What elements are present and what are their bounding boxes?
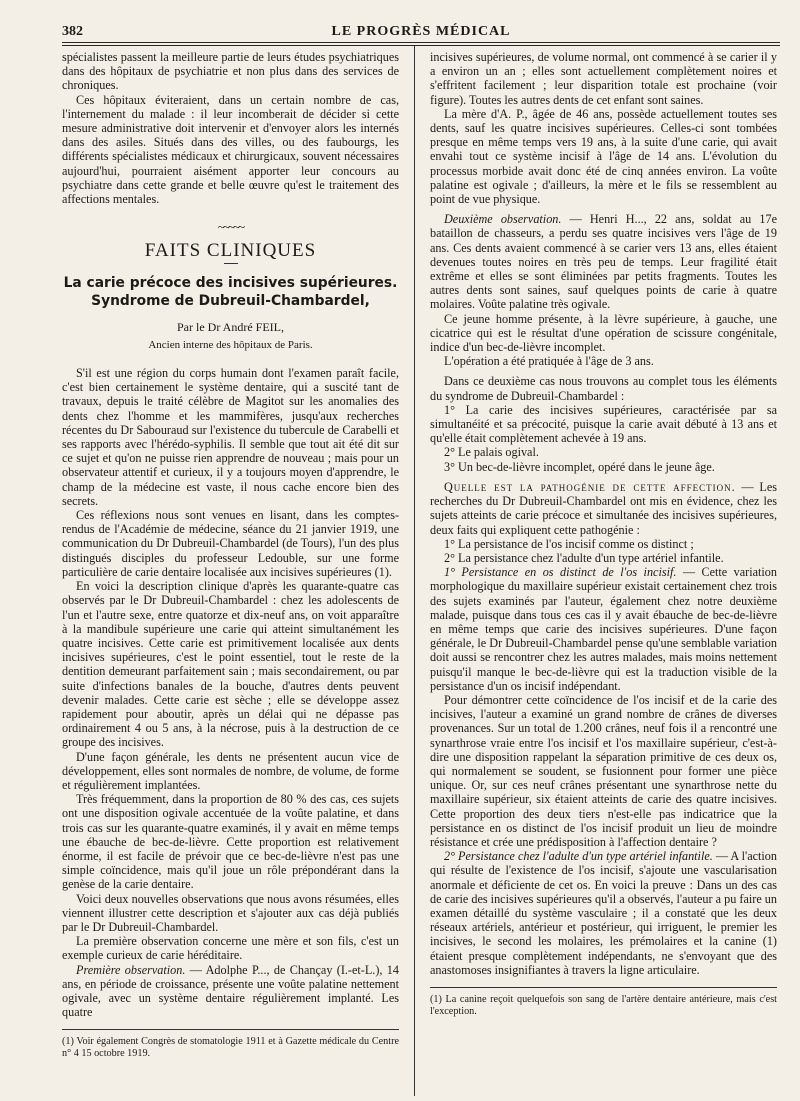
- pathogenesis-text: — Les recherches du Dr Dubreuil-Chambardel ont mis en évidence, chez les sujets atteints de carie précoce et simultanée des incisives supérieures, deux faits qui expliquent cette pathogénie :: [430, 479, 777, 537]
- page-header: [62, 24, 780, 42]
- article-title-line-1: La carie précoce des incisives supérieures.: [63, 274, 398, 291]
- persistence-2-text: — A l'action qui résulte de l'existence de l'os incisif, s'ajoute une vascularisation anormale et déficiente de cet os. En voici la preuve : Dans un des cas de carie des incisives supérieures qu'il a observés, l'auteur a pu faire un examen détaillé du système vasculaire ; il a constaté que les deux réseaux artériels, antérieur et postérieur, qui irriguent, le premier les incisives, le second les molaires, les prémolaires et la canine (1) étaient presque complètement indépendants, ne s'envoyant que des anastomoses insignifiantes à travers la ligne articulaire.: [430, 849, 777, 977]
- author-affiliation: Ancien interne des hôpitaux de Paris.: [148, 338, 313, 351]
- first-observation-text: — Adolphe P..., de Chançay (I.-et-L.), 14 ans, en période de croissance, présente une voûte palatine nettement ogivale, avec un système dentaire régulièrement implanté. Les quatre: [62, 962, 399, 1020]
- second-observation-text: — Henri H..., 22 ans, soldat au 17e bataillon de chasseurs, a perdu ses quatre incisives vers l'âge de 19 ans. Ces dents avaient commencé à se carier vers 13 ans, elles étaient devenues toutes noires en très peu de temps. Leur fragilité était extrême et elles se sont éliminées par petits fragments. Toutes les autres dents sont saines, sauf quelques points de carie à quatre molaires. Voûte palatine très ogivale.: [430, 212, 777, 312]
- article-paragraph-6: Voici deux nouvelles observations que nous avons résumées, elles viennent illustrer cette description et s'ajouter aux cas déjà publiés par le Dr Dubreuil-Chambardel.: [62, 891, 399, 934]
- summary-item-3: 3° Un bec-de-lièvre incomplet, opéré dans le jeune âge.: [444, 459, 715, 474]
- article-title: [62, 274, 399, 310]
- intro-paragraph-2: Ces hôpitaux éviteraient, dans un certain nombre de cas, l'internement du malade : il leur incomberait de décider si cette mesure administrative doit intervenir et d'envoyer alors les internés dans des asiles. Situés dans des villes, ou des faubourgs, les différents spécialistes médicaux et chirurgicaux, souvent nécessaires aujourd'hui, pourraient aisément apporter leur concours au psychiatre dans cette grande et belle œuvre qu'est le traitement des affections mentales.: [62, 92, 399, 207]
- first-observation-continued: incisives supérieures, de volume normal, ont commencé à se carier il y a environ un an ; elles sont actuellement complètement noires et s'effritent facilement ; leur disparition totale est prochaine (voir figure). Toutes les autres dents de cet enfant sont saines.: [430, 50, 777, 107]
- intro-paragraph-1: spécialistes passent la meilleure partie de leurs études psychiatriques dans des hôpitaux de psychiatrie et non plus dans des services de chroniques.: [62, 50, 399, 93]
- fact-2: 2° La persistance chez l'adulte d'un type artériel infantile.: [444, 550, 724, 565]
- persistence-1-paragraph-2: Pour démontrer cette coïncidence de l'os incisif et de la carie des incisives, l'auteur a examiné un grand nombre de crânes de diverses provenances. Sur un total de 1.200 crânes, neuf fois il a rencontré une synarthrose vraie entre l'os incisif et l'os maxillaire supérieur, c'est-à-dire une disposition rappelant la séparation primitive de ces deux os, qui normalement se soudent, se fusionnent pour former une pièce unique. Or, sur ces neuf crânes présentant une synarthrose nette du maxillaire supérieur, six étaient atteints de carie des quatre incisives. Cette proportion des deux tiers n'est-elle pas indicatrice que la persistance en os distinct de l'os incisif produit un lieu de moindre résistance et crée une prédisposition à l'affection dentaire ?: [430, 692, 777, 849]
- article-paragraph-7: La première observation concerne une mère et son fils, c'est un exemple curieux de carie héréditaire.: [62, 934, 399, 963]
- header-rule: [62, 42, 780, 46]
- page-number: 382: [62, 24, 83, 39]
- ornament-divider: ~~~~~: [217, 219, 244, 235]
- footnote-rule: [62, 1029, 399, 1030]
- article-paragraph-3: En voici la description clinique d'après les quarante-quatre cas observés par le Dr Dubreuil-Chambardel : chez les adolescents de l'un et l'autre sexe, entre quatorze et dix-neuf ans, on voit apparaître à la mandibule supérieure une carie qui atteint simultanément les quatre incisives. Cette carie est primitivement localisée aux dents incisives supérieures, c'est le point essentiel, tout le reste de la dentition demeurant parfaitement sain ; mais secondairement, ou par suite d'infections banales de la bouche, d'autres dents peuvent devenir malades. Cette carie est sèche ; elle se développe assez rapidement pour aboutir, après un délai qui ne dépasse pas ordinairement 4 ou 5 ans, à la nécrose, puis à la destruction de ce groupe des incisives.: [62, 579, 399, 750]
- article-paragraph-4: D'une façon générale, les dents ne présentent aucun vice de développement, elles sont normales de nombre, de volume, de forme et régulièrement implantées.: [62, 749, 399, 792]
- second-observation-label: Deuxième observation.: [444, 212, 562, 227]
- persistence-2-label: 2° Persistance chez l'adulte d'un type artériel infantile.: [444, 849, 713, 864]
- section-title: FAITS CLINIQUES: [144, 240, 317, 262]
- summary-item-2: 2° Le palais ogival.: [444, 445, 539, 460]
- footnote-rule: [430, 987, 777, 988]
- article-paragraph-2: Ces réflexions nous sont venues en lisant, dans les comptes-rendus de l'Académie de médecine, séance du 21 janvier 1919, une communication du Dr Dubreuil-Chambardel (de Tours), l'un des plus distingués disciples du professeur Ledouble, sur une forme particulière de carie dentaire localisée aux incisives supérieures (1).: [62, 508, 399, 579]
- first-observation-label: Première observation.: [76, 962, 186, 977]
- column-divider: [414, 46, 415, 1096]
- second-observation-paragraph-3: L'opération a été pratiquée à l'âge de 3 ans.: [444, 354, 654, 369]
- first-observation-mother: La mère d'A. P., âgée de 46 ans, possède actuellement toutes ses dents, sauf les quatre incisives supérieures. Celles-ci sont tombées presque en même temps vers 19 ans, à la suite d'une carie, qui avait envahi tout ce système incisif à l'âge de 14 ans. L'évolution du processus morbide avait donc été de cinq années environ. La voûte palatine est ogivale ; d'ailleurs, la mère et le fils se ressemblent au point de vue physique.: [430, 106, 777, 207]
- persistence-2: [430, 849, 777, 977]
- left-footnote: (1) Voir également Congrès de stomatologie 1911 et à Gazette médicale du Centre n° 4 15 octobre 1919.: [62, 1036, 399, 1060]
- pathogenesis-heading: Quelle est la pathogénie de cette affection.: [444, 479, 736, 494]
- right-footnote: (1) La canine reçoit quelquefois son sang de l'artère dentaire antérieure, mais c'est l'exception.: [430, 994, 777, 1017]
- journal-title: LE PROGRÈS MÉDICAL: [331, 24, 511, 39]
- author-byline: Par le Dr André FEIL,: [177, 319, 284, 334]
- persistence-1: [430, 565, 777, 693]
- article-title-line-2: Syndrome de Dubreuil-Chambardel,: [91, 292, 370, 309]
- summary-item-1: 1° La carie des incisives supérieures, caractérisée par sa simultanéité et sa précocité, puisque la carie avait débuté à 13 ans et qu'elle était complètement achevée à 19 ans.: [430, 402, 777, 446]
- pathogenesis-paragraph: [430, 480, 777, 537]
- article-paragraph-1: S'il est une région du corps humain dont l'examen paraît facile, c'est bien certainement le système dentaire, qui a suscité tant de travaux, depuis le traité célèbre de Magitot sur les anomalies des dents chez l'homme et les mammifères, jusqu'aux recherches récentes du Dr Sabouraud sur l'existence du tubercule de Carabelli et ses rapports avec l'hérédo-syphilis. Il semble que tout ait été dit sur ce sujet et qu'on ne puisse rien apprendre de nouveau ; mais pour un observateur attentif et curieux, il y a toujours moyen d'apprendre, le champ de la médecine est vaste, il nous cache encore bien des secrets.: [62, 366, 399, 508]
- first-observation: [62, 963, 399, 1020]
- fact-1: 1° La persistance de l'os incisif comme os distinct ;: [444, 536, 694, 551]
- second-observation-paragraph-2: Ce jeune homme présente, à la lèvre supérieure, à gauche, une cicatrice qui est le résultat d'une opération de scissure congénitale, indice d'un bec-de-lièvre incomplet.: [430, 311, 777, 355]
- right-column: [430, 50, 777, 1050]
- article-paragraph-5: Très fréquemment, dans la proportion de 80 % des cas, ces sujets ont une disposition ogivale accentuée de la voûte palatine, et dans trois cas sur les quarante-quatre examinés, il y avait en même temps une ébauche de bec-de-lièvre. Cette proportion est relativement énorme, il est facile de prévoir que ce bec-de-lièvre n'est pas une simple coïncidence, mais qu'il joue un rôle prépondérant dans la genèse de la carie dentaire.: [62, 792, 399, 892]
- section-rule: [224, 263, 238, 264]
- second-observation: [430, 212, 777, 311]
- persistence-1-text: — Cette variation morphologique du maxillaire supérieur existait certainement chez trois des sujets examinés par l'auteur, également chez notre deuxième malade, puisque dans tous ces cas il y avait ébauche de bec-de-lièvre en même temps que carie des incisives supérieures. D'une façon générale, le Dr Dubreuil-Chambardel pense qu'une semblable variation doit aussi se rencontrer chez les autres malades, mais moins nettement puisqu'il manque le bec-de-lièvre qui est la traduction visible de la persistance d'un os incisif indépendant.: [430, 565, 777, 693]
- left-column: [62, 50, 399, 1060]
- persistence-1-label: 1° Persistance en os distinct de l'os incisif.: [444, 565, 677, 580]
- summary-intro: Dans ce deuxième cas nous trouvons au complet tous les éléments du syndrome de Dubreuil-Chambardel :: [430, 374, 777, 403]
